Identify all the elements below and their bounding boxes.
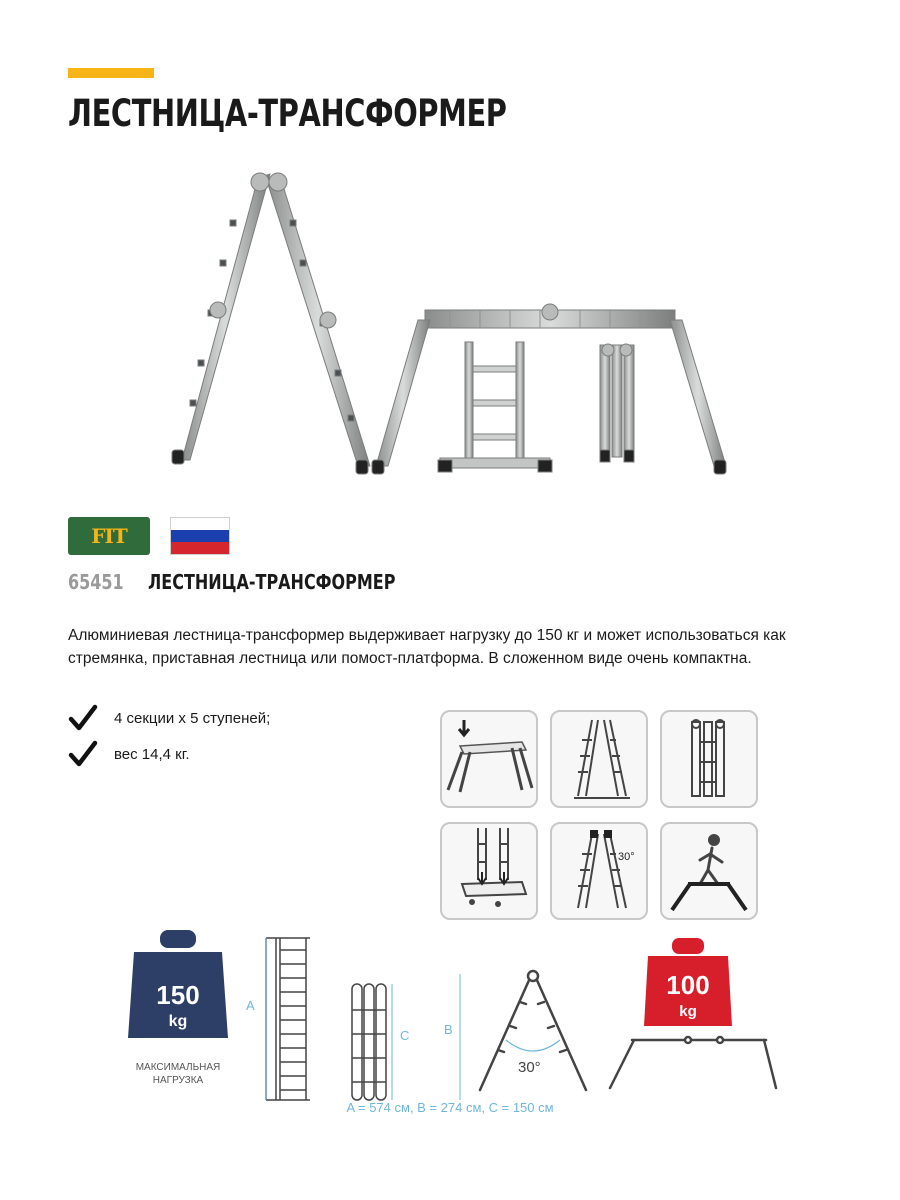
straight-section [438,342,552,472]
angle-label: 30° [618,851,635,863]
dimension-label-c: C [400,1028,410,1043]
product-name: ЛЕСТНИЦА-ТРАНСФОРМЕР [148,570,396,594]
folded-ladder-icon [660,710,758,808]
platform-diagram [610,1037,776,1088]
feature-item [68,700,270,736]
a-frame-ladder [172,173,370,474]
fit-logo [68,517,150,555]
platform-load-value: 100 [666,970,710,1000]
russia-flag-icon [170,517,230,555]
page-title: ЛЕСТНИЦА-ТРАНСФОРМЕР [68,92,507,135]
product-description: Алюминиевая лестница-трансформер выдерживает нагрузку до 150 кг и может использоваться как стремянка, приставная лестница или помост-платформа. В сложенном виде очень компактна. [68,627,786,667]
walking-on-platform-icon [660,822,758,920]
check-icon [68,740,98,768]
extended-ladder [266,938,310,1100]
product-sku: 65451 [68,570,124,594]
folded-section [600,344,634,462]
platform-load-unit: kg [679,1003,697,1020]
max-load-label-2: НАГРУЗКА [152,1075,204,1086]
max-load-label-1: МАКСИМАЛЬНАЯ [135,1062,221,1073]
feature-list [68,700,270,772]
hinge-lock-icon [440,822,538,920]
max-load-unit: kg [168,1013,188,1030]
platform-load-weight-icon [644,938,732,1026]
feature-text: 4 секции х 5 ступеней; [114,709,271,727]
dimension-label-a: A [246,998,255,1013]
angle-label-30: 30° [518,1059,541,1076]
platform-load-icon [440,710,538,808]
dimension-label-b: B [444,1022,453,1037]
check-icon [68,704,98,732]
feature-text: вес 14,4 кг. [114,745,190,763]
max-load-value: 150 [156,980,200,1010]
feature-item [68,736,270,772]
dimensions-caption: A = 574 см, B = 274 см, C = 150 см [346,1100,554,1115]
ladder-photo [160,160,740,490]
accent-bar [68,68,154,78]
max-load-weight-icon [128,930,228,1038]
usage-pictograms [440,710,760,922]
stepladder-icon [550,710,648,808]
folded-ladder [352,984,386,1100]
angle-30-icon [550,822,648,920]
logo-text: FIT [91,524,127,548]
platform-ladder [372,304,726,474]
